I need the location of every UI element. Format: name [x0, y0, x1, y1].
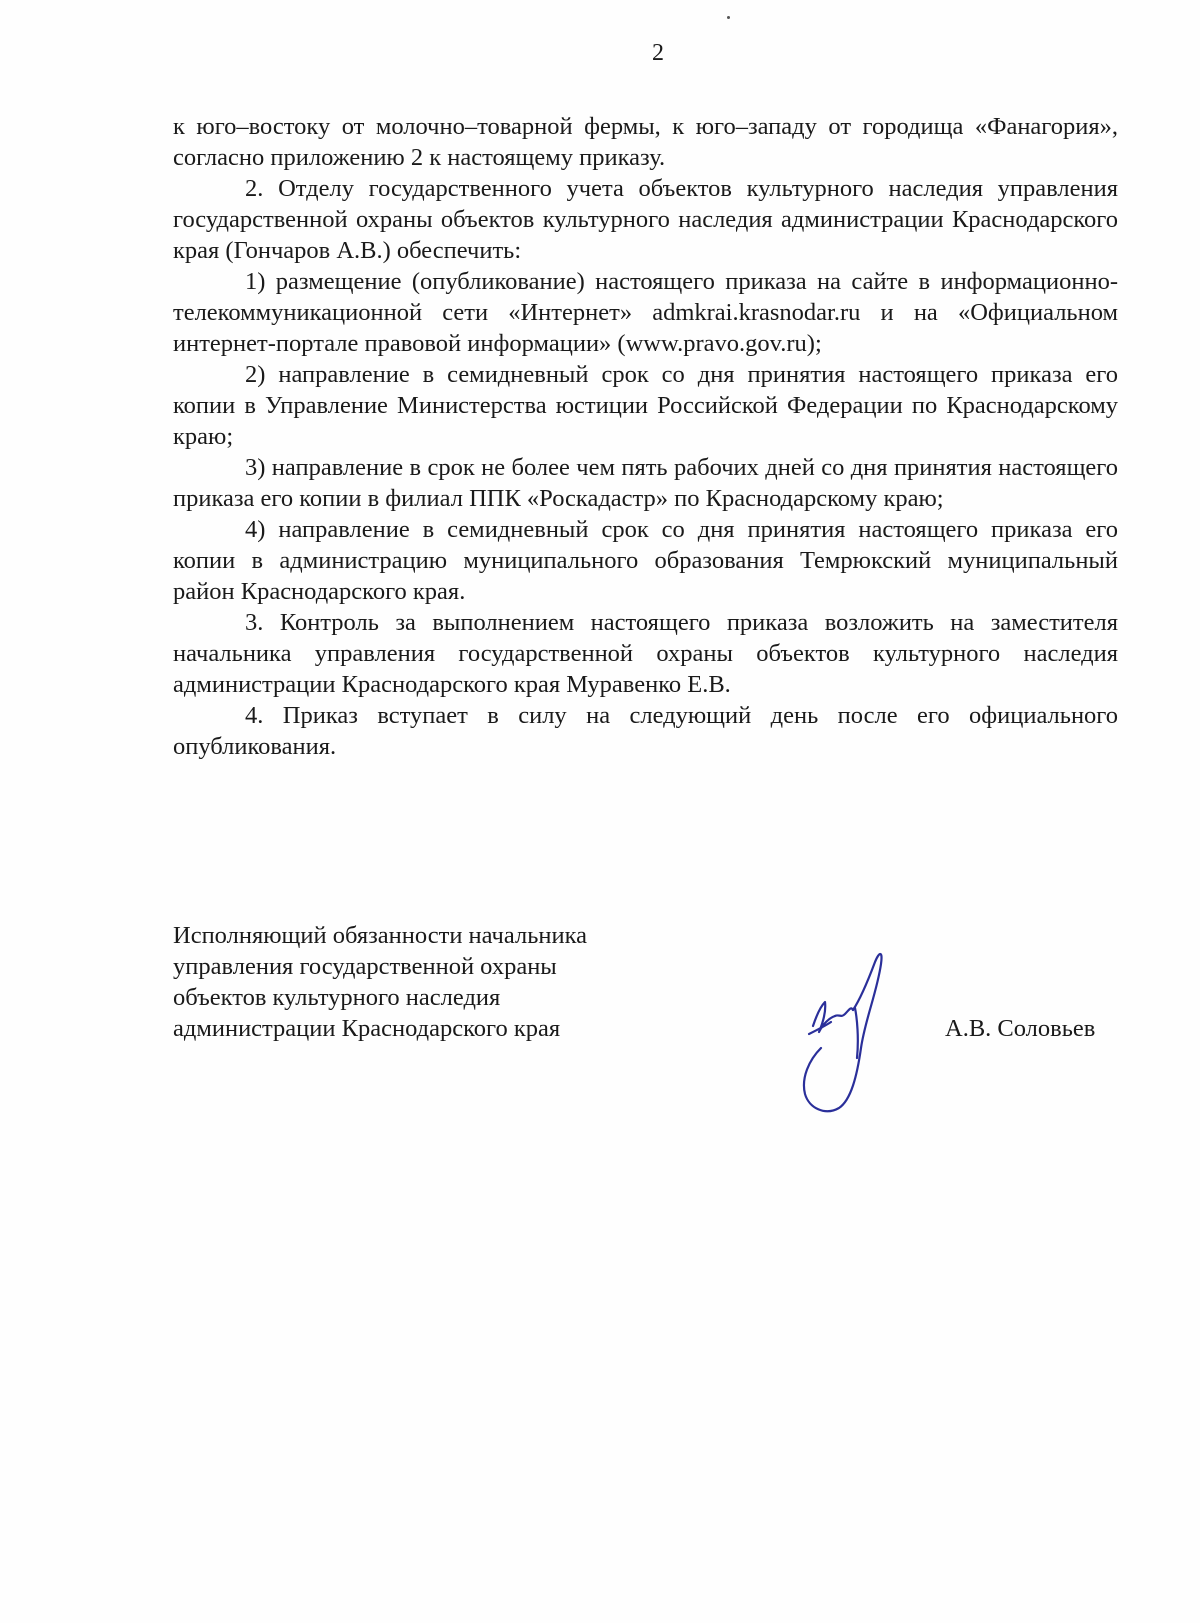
scan-artifact-dot: [727, 16, 730, 19]
paragraph-subitem-3: 3) направление в срок не более чем пять рабочих дней со дня принятия настоящего приказа его копии в филиал ППК «Роскадастр» по Краснодарскому краю;: [173, 454, 1118, 512]
signatory-position-line: управления государственной охраны: [173, 953, 557, 980]
document-body: [173, 111, 1118, 762]
paragraph-item-4: 4. Приказ вступает в силу на следующий день после его официального опубликования.: [173, 702, 1118, 760]
paragraph-item-2: 2. Отделу государственного учета объектов культурного наследия управления государственной охраны объектов культурного наследия администрации Краснодарского края (Гончаров А.В.) обеспечить:: [173, 175, 1118, 264]
handwritten-signature-icon: [795, 948, 905, 1118]
signatory-name: А.В. Соловьев: [945, 1015, 1096, 1042]
paragraph-subitem-4: 4) направление в семидневный срок со дня принятия настоящего приказа его копии в администрацию муниципального образования Темрюкский муниципальный район Краснодарского края.: [173, 516, 1118, 605]
signatory-position-line: администрации Краснодарского края: [173, 1015, 561, 1042]
signatory-position-line: Исполняющий обязанности начальника: [173, 922, 587, 949]
paragraph-item-3: 3. Контроль за выполнением настоящего приказа возложить на заместителя начальника управления государственной охраны объектов культурного наследия администрации Краснодарского края Муравенко Е.В.: [173, 609, 1118, 698]
paragraph-subitem-2: 2) направление в семидневный срок со дня принятия настоящего приказа его копии в Управление Министерства юстиции Российской Федерации по Краснодарскому краю;: [173, 361, 1118, 450]
paragraph-subitem-1: 1) размещение (опубликование) настоящего приказа на сайте в информационно-телекоммуникационной сети «Интернет» admkrai.krasnodar.ru и на «Официальном интернет-портале правовой информации» (www.pravo.gov.ru);: [173, 268, 1118, 357]
signatory-position: [173, 920, 693, 1044]
page-number: 2: [652, 40, 664, 66]
signatory-position-line: объектов культурного наследия: [173, 984, 501, 1011]
paragraph-continuation: к юго–востоку от молочно–товарной фермы, к юго–западу от городища «Фанагория», согласно приложению 2 к настоящему приказу.: [173, 113, 1118, 171]
